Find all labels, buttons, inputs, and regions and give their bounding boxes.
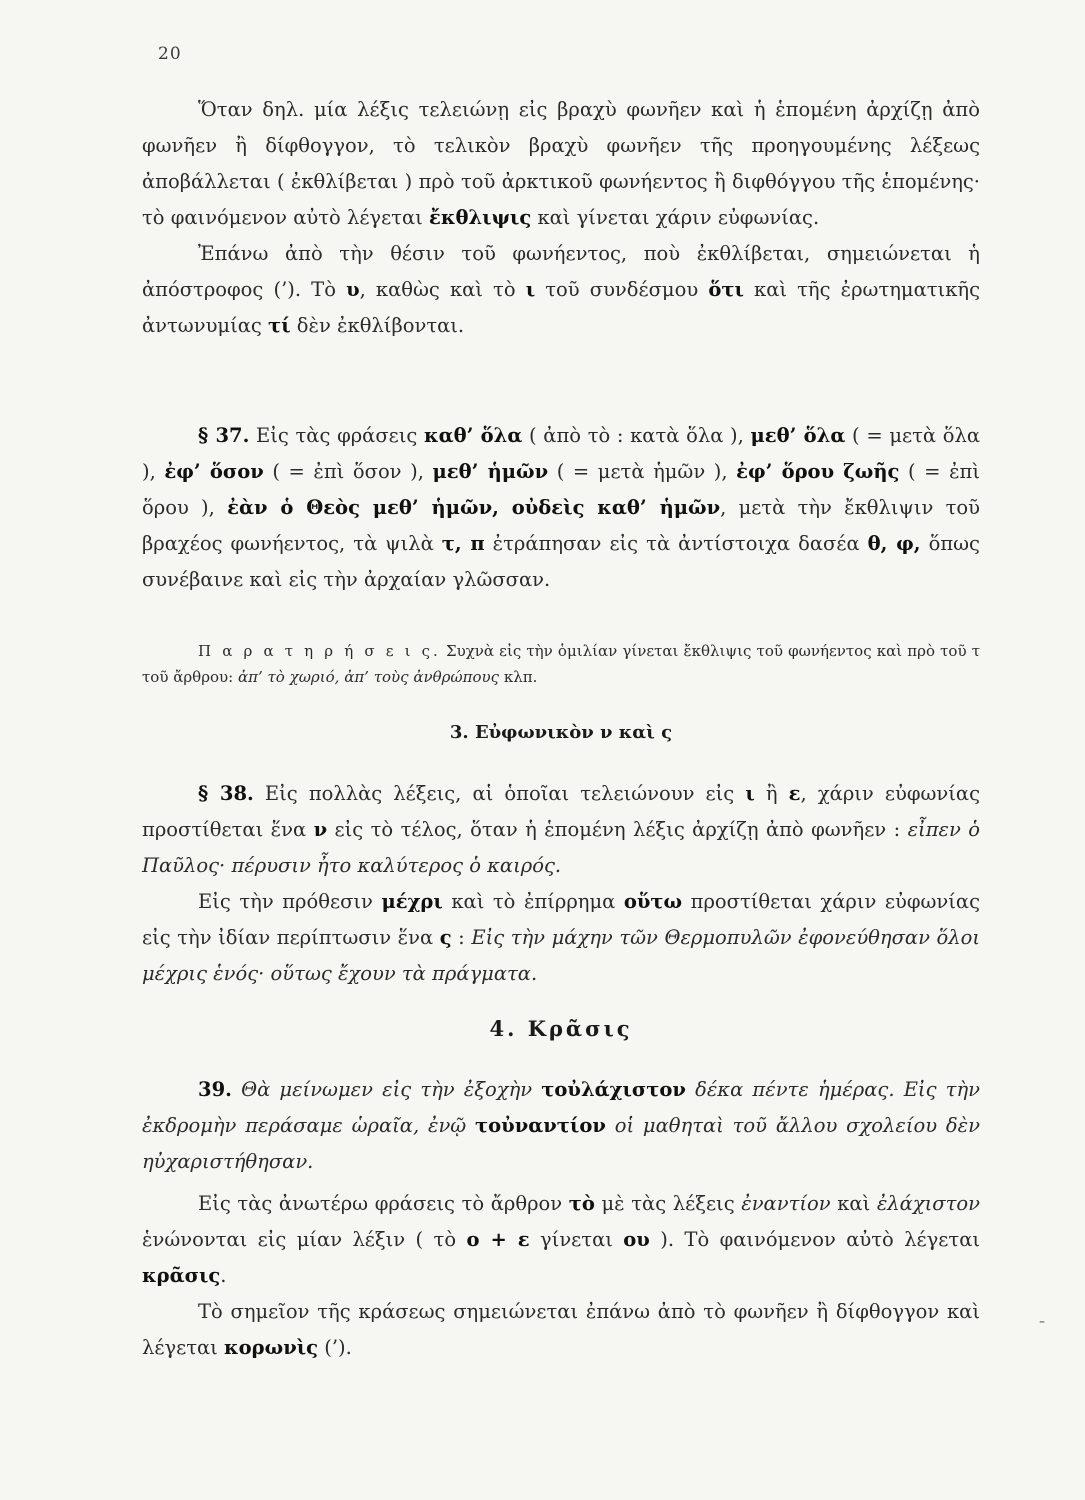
section-number-37: § 37. [198, 424, 250, 447]
term-oti: ὅτι [708, 278, 744, 301]
term-ti: τί [268, 314, 291, 337]
section-number-38: § 38. [198, 782, 254, 805]
intro-section [142, 92, 980, 344]
ink-smudge: ˉ [1038, 1318, 1046, 1337]
paragraph-elision-definition: Ὅταν δηλ. μία λέξις τελειώνῃ εἰς βραχὺ φωνῆεν καὶ ἡ ἑπομένη ἀρχίζῃ ἀπὸ φωνῆεν ἢ δίφθογγον, τὸ τελικὸν βραχὺ φωνῆεν τῆς προηγουμένης λέξεως ἀποβάλλεται ( ἐκθλίβεται ) πρὸ τοῦ ἀρκτικοῦ φωνήεντος ἢ διφθόγγου τῆς ἑπομένης· τὸ φαινόμενον αὐτὸ λέγεται ἔκθλιψις καὶ γίνεται χάριν εὐφωνίας. [142, 98, 980, 229]
term-krasis: κρᾶσις [142, 1264, 221, 1287]
term-ekthlipsis: ἔκθλιψις [428, 206, 532, 229]
section-39 [142, 1072, 980, 1366]
heading-krasis: 4. Κρᾶσις [489, 1016, 633, 1041]
example-38-2: Εἰς τὴν μάχην τῶν Θερμοπυλῶν ἐφονεύθησαν ὅλοι μέχρις ἑνός· οὕτως ἔχουν τὰ πράγματα. [142, 926, 980, 985]
note-example: ἀπ’ τὸ χωριό, ἀπ’ τοὺς ἀνθρώπους [237, 668, 500, 686]
section-37 [142, 418, 980, 598]
paragraph-39-coronis: Τὸ σημεῖον τῆς κράσεως σημειώνεται ἐπάνω ἀπὸ τὸ φωνῆεν ἢ δίφθογγον καὶ λέγεται κορωνὶς (’). [142, 1300, 980, 1359]
section-number-39: 39. [198, 1078, 232, 1101]
paragraph-38: § 38. Εἰς πολλὰς λέξεις, αἱ ὁποῖαι τελειώνουν εἰς ι ἢ ε, χάριν εὐφωνίας προστίθεται ἕνα ν εἰς τὸ τέλος, ὅταν ἡ ἑπομένη λέξις ἀρχίζῃ ἀπὸ φωνῆεν : εἶπεν ὁ Παῦλος· πέρυσιν ἦτο καλύτερος ὁ καιρός. [142, 782, 981, 877]
paragraph-39-explanation: Εἰς τὰς ἀνωτέρω φράσεις τὸ ἄρθρον τὸ μὲ τὰς λέξεις ἐναντίον καὶ ἐλάχιστον ἑνώνονται εἰς μίαν λέξιν ( τὸ ο + ε γίνεται ου ). Τὸ φαινόμενον αὐτὸ λέγεται κρᾶσις. [142, 1192, 981, 1287]
term-koronis: κορωνὶς [224, 1336, 319, 1359]
note-label: Π α ρ α τ η ρ ή σ ε ι ς. [198, 642, 441, 660]
section-38 [142, 776, 980, 992]
paragraph-38-2: Εἰς τὴν πρόθεσιν μέχρι καὶ τὸ ἐπίρρημα οὕτω προστίθεται χάριν εὐφωνίας εἰς τὴν ἰδίαν περίπτωσιν ἕνα ς : Εἰς τὴν μάχην τῶν Θερμοπυλῶν ἐφονεύθησαν ὅλοι μέχρις ἑνός· οὕτως ἔχουν τὰ πράγματα. [142, 890, 980, 985]
heading-euphonic-n-s: 3. Εὐφωνικὸν ν καὶ ς [449, 722, 673, 743]
page-number: 20 [158, 44, 182, 64]
paragraph-37: § 37. Εἰς τὰς φράσεις καθ’ ὅλα ( ἀπὸ τὸ : κατὰ ὅλα ), μεθ’ ὅλα ( = μετὰ ὅλα ), ἐφ’ ὅσον ( = ἐπὶ ὅσον ), μεθ’ ἡμῶν ( = μετὰ ἡμῶν ), ἐφ’ ὅρου ζωῆς ( = ἐπὶ ὅρου ), ἐὰν ὁ Θεὸς μεθ’ ἡμῶν, οὐδεὶς καθ’ ἡμῶν, μετὰ τὴν ἔκθλιψιν τοῦ βραχέος φωνήεντος, τὰ ψιλὰ τ, π ἐτράπησαν εἰς τὰ ἀντίστοιχα δασέα θ, φ, ὅπως συνέβαινε καὶ εἰς τὴν ἀρχαίαν γλῶσσαν. [142, 424, 981, 591]
paragraph-39-examples: 39. Θὰ μείνωμεν εἰς τὴν ἐξοχὴν τοὐλάχιστον δέκα πέντε ἡμέρας. Εἰς τὴν ἐκδρομὴν περάσαμε ὡραῖα, ἐνῷ τοὐναντίον οἱ μαθηταὶ τοῦ ἄλλου σχολείου δὲν ηὐχαριστήθησαν. [142, 1078, 980, 1173]
paragraph-apostrophe: Ἐπάνω ἀπὸ τὴν θέσιν τοῦ φωνήεντος, ποὺ ἐκθλίβεται, σημειώνεται ἡ ἀπόστροφος (’). Τὸ υ, καθὼς καὶ τὸ ι τοῦ συνδέσμου ὅτι καὶ τῆς ἐρωτηματικῆς ἀντωνυμίας τί δὲν ἐκθλίβονται. [142, 242, 980, 337]
observations-note: Π α ρ α τ η ρ ή σ ε ι ς. Συχνὰ εἰς τὴν ὁμιλίαν γίνεται ἔκθλιψις τοῦ φωνήεντος καὶ πρὸ τοῦ τ τοῦ ἄρθρου: ἀπ’ τὸ χωριό, ἀπ’ τοὺς ἀνθρώπους κλπ. [142, 642, 980, 686]
example-38-1: εἶπεν ὁ Παῦλος· πέρυσιν ἦτο καλύτερος ὁ καιρός. [142, 818, 981, 877]
